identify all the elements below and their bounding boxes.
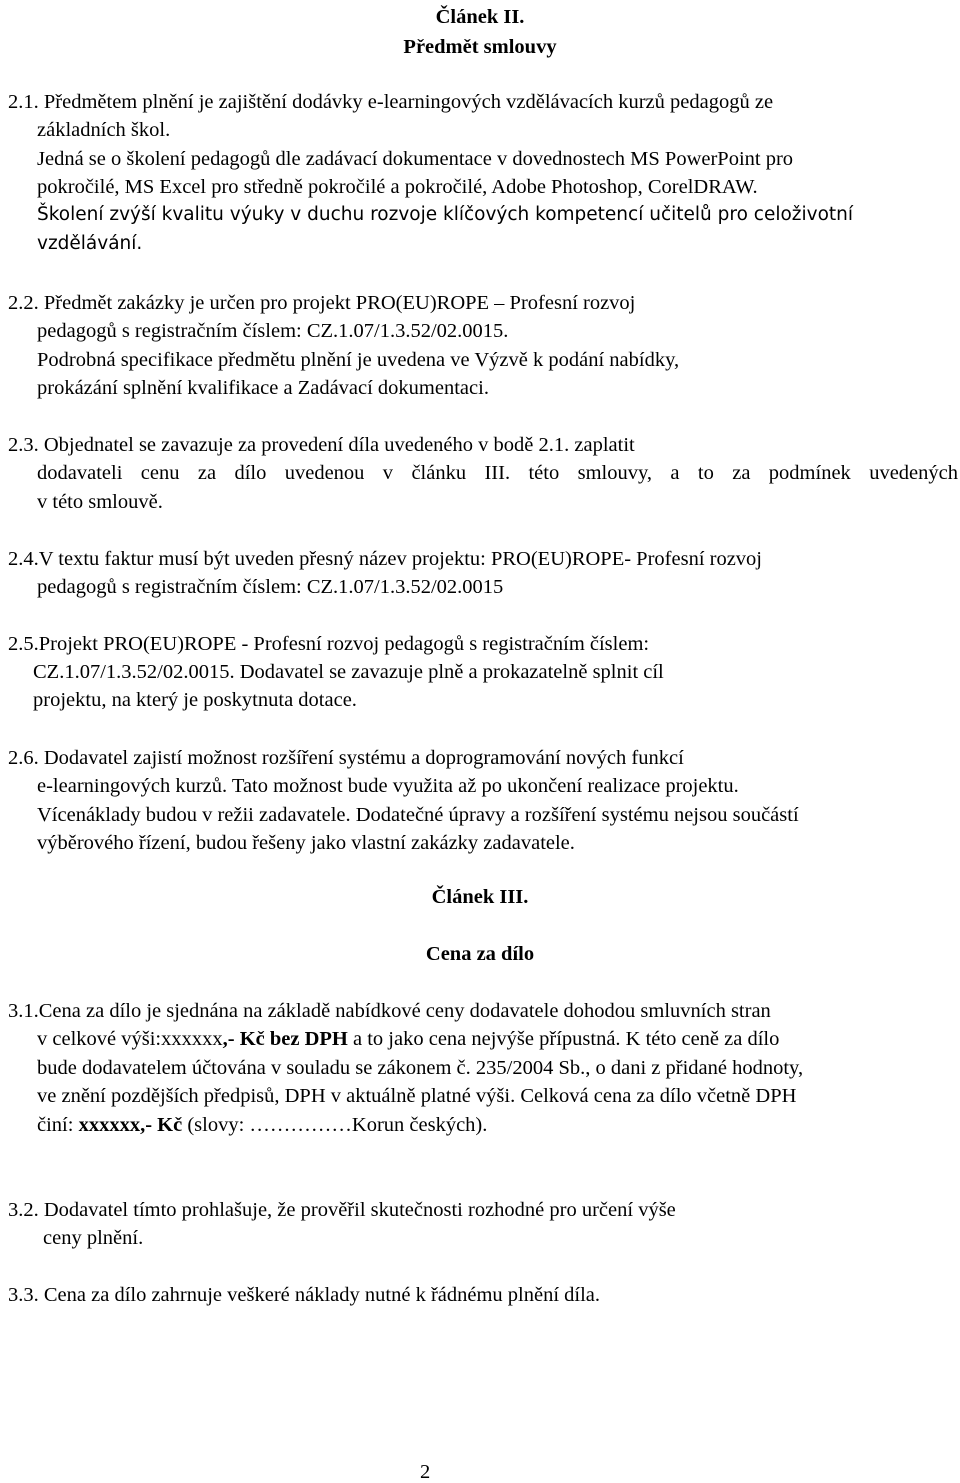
clause-2-1-line: základních škol. <box>37 119 171 141</box>
article-2-heading: Článek II. <box>435 6 525 28</box>
clause-2-5-line: projektu, na který je poskytnuta dotace. <box>33 689 357 711</box>
clause-2-1-line: Jedná se o školení pedagogů dle zadávací dokumentace v dovednostech MS PowerPoint pro <box>37 148 794 170</box>
clause-2-5-line: CZ.1.07/1.3.52/02.0015. Dodavatel se zavazuje plně a prokazatelně splnit cíl <box>33 661 664 683</box>
clause-3-1-line: ve znění pozdějších předpisů, DPH v aktuálně platné výši. Celková cena za dílo včetně DPH <box>37 1085 797 1107</box>
clause-2-1-line: pokročilé, MS Excel pro středně pokročilé a pokročilé, Adobe Photoshop, CorelDRAW. <box>37 176 758 198</box>
clause-3-1-text: činí: <box>37 1114 79 1136</box>
clause-3-3-line: 3.3. Cena za dílo zahrnuje veškeré náklady nutné k řádnému plnění díla. <box>8 1284 601 1306</box>
page-number: 2 <box>420 1461 431 1483</box>
clause-3-2-line: ceny plnění. <box>43 1227 144 1249</box>
clause-2-6-line: e-learningových kurzů. Tato možnost bude využita až po ukončení realizace projektu. <box>37 775 739 797</box>
clause-3-1-line <box>37 1029 779 1050</box>
clause-2-3-line: 2.3. Objednatel se zavazuje za provedení díla uvedeného v bodě 2.1. zaplatit <box>8 434 635 456</box>
clause-2-6-line: 2.6. Dodavatel zajistí možnost rozšíření systému a doprogramování nových funkcí <box>8 747 684 769</box>
article-3-title: Cena za dílo <box>425 943 535 965</box>
price-currency-note: ,- Kč bez DPH <box>222 1028 348 1050</box>
clause-2-1-line: vzdělávání. <box>37 233 143 254</box>
clause-2-6-line: Vícenáklady budou v režii zadavatele. Dodatečné úpravy a rozšíření systému nejsou součástí <box>37 804 799 826</box>
article-3-heading: Článek III. <box>431 886 529 908</box>
clause-2-3-line: dodavateli cenu za dílo uvedenou v článku III. této smlouvy, a to za podmínek uvedených <box>37 462 958 484</box>
clause-3-1-line <box>37 1115 487 1136</box>
clause-2-2-line: pedagogů s registračním číslem: CZ.1.07/1.3.52/02.0015. <box>37 320 509 342</box>
clause-3-1-text: (slovy: ……………Korun českých). <box>182 1114 488 1136</box>
clause-2-1-line: 2.1. Předmětem plnění je zajištění dodávky e-learningových vzdělávacích kurzů pedagogů ze <box>8 91 774 113</box>
price-placeholder: v celkové výši:xxxxxx <box>37 1028 223 1050</box>
clause-2-3-line: v této smlouvě. <box>37 491 163 513</box>
clause-2-2-line: 2.2. Předmět zakázky je určen pro projekt PRO(EU)ROPE – Profesní rozvoj <box>8 292 636 314</box>
clause-3-1-line: bude dodavatelem účtována v souladu se zákonem č. 235/2004 Sb., o dani z přidané hodnoty, <box>37 1057 804 1079</box>
clause-2-5-line: 2.5.Projekt PRO(EU)ROPE - Profesní rozvoj pedagogů s registračním číslem: <box>8 633 650 655</box>
total-price-placeholder: xxxxxx,- Kč <box>78 1114 183 1136</box>
article-2-title: Předmět smlouvy <box>403 36 557 58</box>
clause-3-1-text: a to jako cena nejvýše přípustná. K této ceně za dílo <box>347 1028 780 1050</box>
clause-2-2-line: Podrobná specifikace předmětu plnění je uvedena ve Výzvě k podání nabídky, <box>37 349 680 371</box>
clause-2-2-line: prokázání splnění kvalifikace a Zadávací dokumentaci. <box>37 377 489 399</box>
clause-2-4-line: 2.4.V textu faktur musí být uveden přesný název projektu: PRO(EU)ROPE- Profesní rozvoj <box>8 548 763 570</box>
clause-3-1-line: 3.1.Cena za dílo je sjednána na základě nabídkové ceny dodavatele dohodou smluvních stran <box>8 1000 771 1022</box>
clause-2-4-line: pedagogů s registračním číslem: CZ.1.07/1.3.52/02.0015 <box>37 576 504 598</box>
clause-3-2-line: 3.2. Dodavatel tímto prohlašuje, že prověřil skutečnosti rozhodné pro určení výše <box>8 1199 676 1221</box>
clause-2-1-line: Školení zvýší kvalitu výuky v duchu rozvoje klíčových kompetencí učitelů pro celoživotní <box>37 204 854 225</box>
clause-2-6-line: výběrového řízení, budou řešeny jako vlastní zakázky zadavatele. <box>37 832 575 854</box>
